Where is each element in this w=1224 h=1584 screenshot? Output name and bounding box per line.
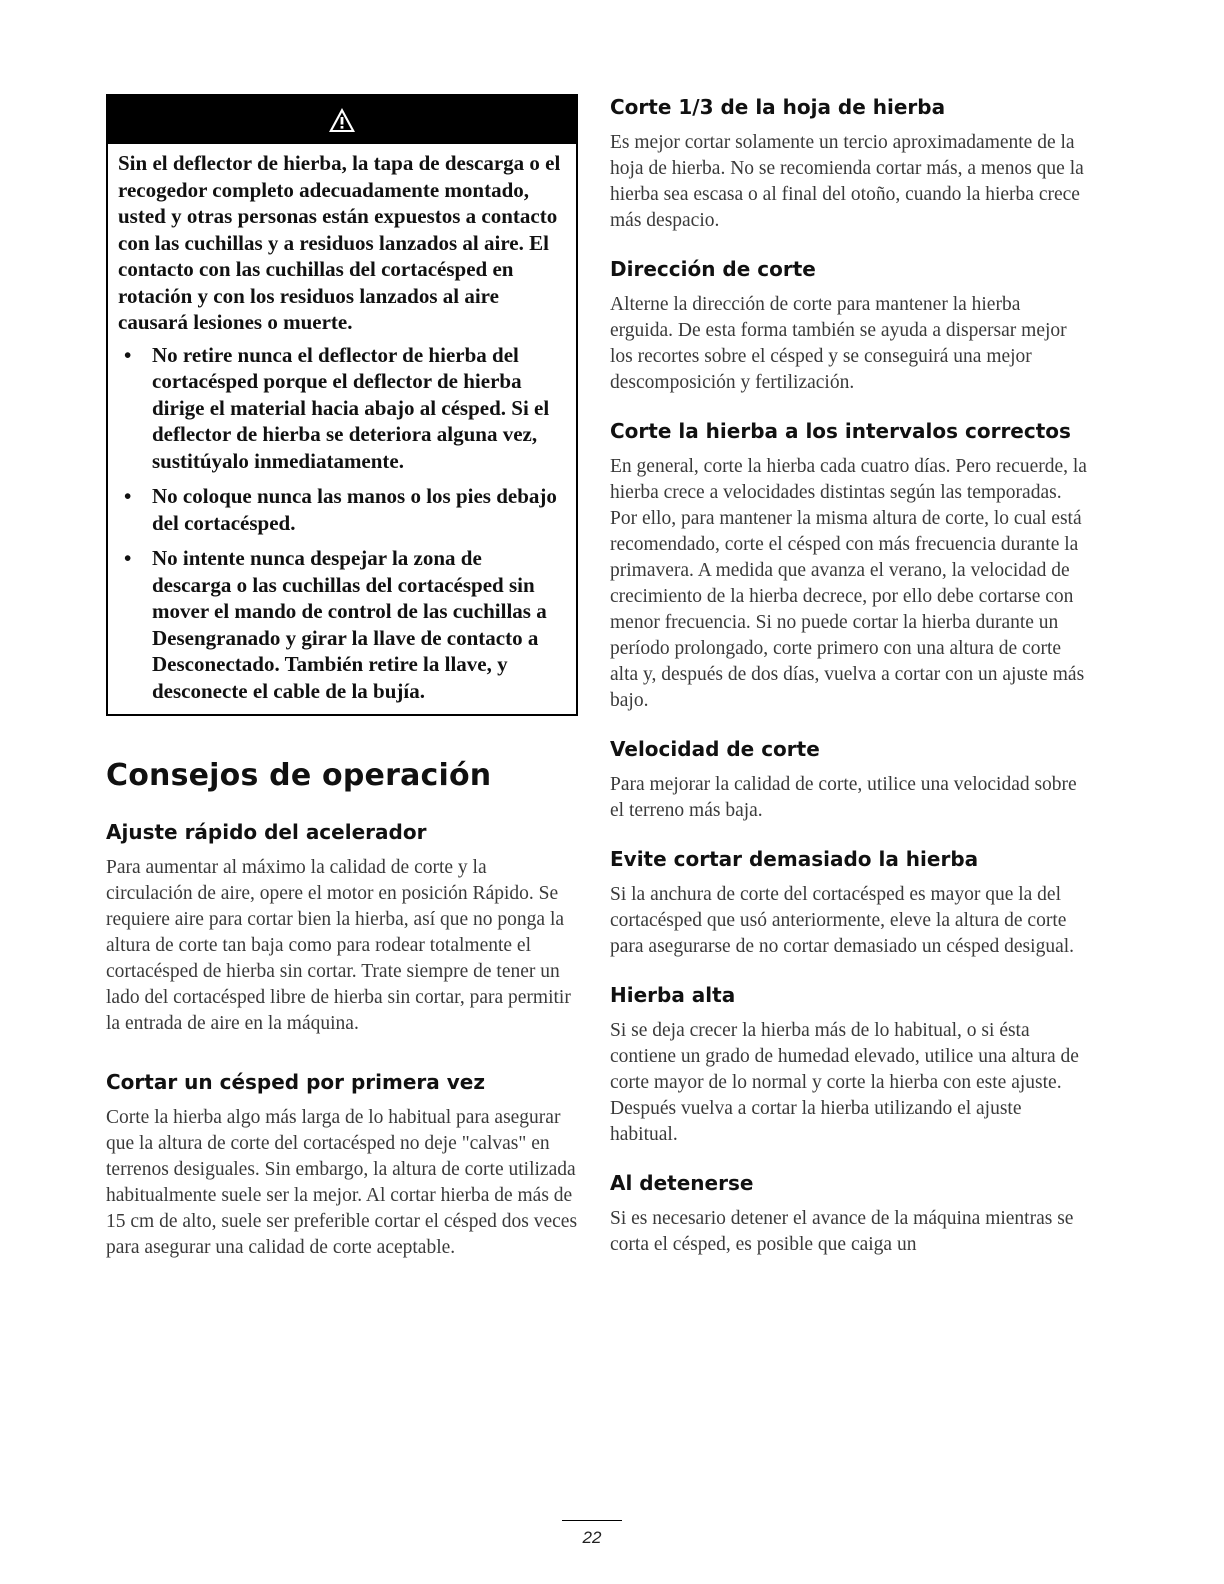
bullet: •	[124, 342, 132, 367]
footer-rule	[562, 1520, 622, 1521]
bullet: •	[124, 484, 132, 508]
subsection-body: Para mejorar la calidad de corte, utilice una velocidad sobre el terreno más baja.	[610, 774, 1077, 821]
subsection-body: Para aumentar al máximo la calidad de corte y la circulación de aire, opere el motor en posición Rápido. Se requiere aire para cortar bien la hierba, así que no ponga la altura de corte tan baja como para rodear totalmente el cortacésped de hierba sin cortar. Trate siempre de tener un lado del cortacésped libre de hierba sin cortar, para permitir la entrada de aire en la máquina.	[106, 857, 571, 1034]
warning-list-item	[118, 483, 566, 536]
subsection-heading: Cortar un césped por primera vez	[106, 1070, 485, 1094]
warning-triangle-icon	[327, 106, 357, 134]
section-title: Consejos de operación	[106, 758, 492, 793]
subsection-body: Si es necesario detener el avance de la máquina mientras se corta el césped, es posible que caiga un	[610, 1208, 1074, 1255]
warning-intro: Sin el deflector de hierba, la tapa de descarga o el recogedor completo adecuadamente montado, usted y otras personas están expuestos a contacto con las cuchillas y a residuos lanzados al aire. El contacto con las cuchillas del cortacésped en rotación y con los residuos lanzados al aire causará lesiones o muerte.	[118, 151, 561, 334]
left-column	[106, 94, 578, 1261]
subsection-heading: Hierba alta	[610, 983, 736, 1007]
subsection-heading: Evite cortar demasiado la hierba	[610, 847, 979, 871]
warning-item-text: No intente nunca despejar la zona de descarga o las cuchillas del cortacésped sin mover el mando de control de las cuchillas a Desengranado y girar la llave de contacto a Desconectado. También retire la llave, y desconecte el cable de la bujía.	[152, 546, 547, 703]
warning-list-item	[118, 342, 566, 475]
subsection-body: En general, corte la hierba cada cuatro días. Pero recuerde, la hierba crece a velocidades distintas según las temporadas. Por ello, para mantener la misma altura de corte, lo cual está recomendado, corte el césped con más frecuencia durante la primavera. A medida que avanza el verano, la velocidad de crecimiento de la hierba decrece, por ello debe cortarse con menor frecuencia. Si no puede cortar la hierba durante un período prolongado, corte primero con una altura de corte alta y, después de dos días, vuelva a cortar con un ajuste más bajo.	[610, 456, 1087, 711]
subsection-heading: Al detenerse	[610, 1171, 754, 1195]
warning-header	[108, 96, 576, 144]
subsection-body: Es mejor cortar solamente un tercio aproximadamente de la hoja de hierba. No se recomienda cortar más, a menos que la hierba sea escasa o al final del otoño, cuando la hierba crece más despacio.	[610, 132, 1084, 231]
warning-item-text: No coloque nunca las manos o los pies debajo del cortacésped.	[152, 484, 557, 535]
warning-list	[118, 342, 566, 705]
subsection-heading: Dirección de corte	[610, 257, 816, 281]
subsection-body: Si la anchura de corte del cortacésped es mayor que la del cortacésped que usó anteriormente, eleve la altura de corte para asegurarse de no cortar demasiado un césped desigual.	[610, 884, 1075, 957]
warning-box	[106, 94, 578, 716]
subsection-heading: Ajuste rápido del acelerador	[106, 820, 427, 844]
subsection-body: Alterne la dirección de corte para mantener la hierba erguida. De esta forma también se ayuda a dispersar mejor los recortes sobre el césped y se conseguirá una mejor descomposición y fertilización.	[610, 294, 1067, 393]
subsection-body: Si se deja crecer la hierba más de lo habitual, o si ésta contiene un grado de humedad elevado, utilice una altura de corte mayor de lo normal y corte la hierba con este ajuste. Después vuelva a cortar la hierba utilizando el ajuste habitual.	[610, 1020, 1079, 1145]
page-number: 22	[582, 1528, 602, 1547]
warning-item-text: No retire nunca el deflector de hierba del cortacésped porque el deflector de hierba dirige el material hacia abajo al césped. Si el deflector de hierba se deteriora alguna vez, sustitúyalo inmediatamente.	[152, 342, 550, 473]
warning-list-item	[118, 545, 566, 704]
bullet: •	[124, 546, 132, 570]
subsection-heading: Corte la hierba a los intervalos correctos	[610, 419, 1071, 443]
subsection-heading: Corte 1/3 de la hoja de hierba	[610, 95, 946, 119]
subsection-body: Corte la hierba algo más larga de lo habitual para asegurar que la altura de corte del cortacésped no deje "calvas" en terrenos desiguales. Sin embargo, la altura de corte utilizada habitualmente suele ser la mejor. Al cortar hierba de más de 15 cm de alto, suele ser preferible cortar el césped dos veces para asegurar una calidad de corte aceptable.	[106, 1107, 578, 1258]
subsection-heading: Velocidad de corte	[610, 737, 820, 761]
warning-body	[108, 144, 576, 714]
right-column	[610, 94, 1088, 1258]
